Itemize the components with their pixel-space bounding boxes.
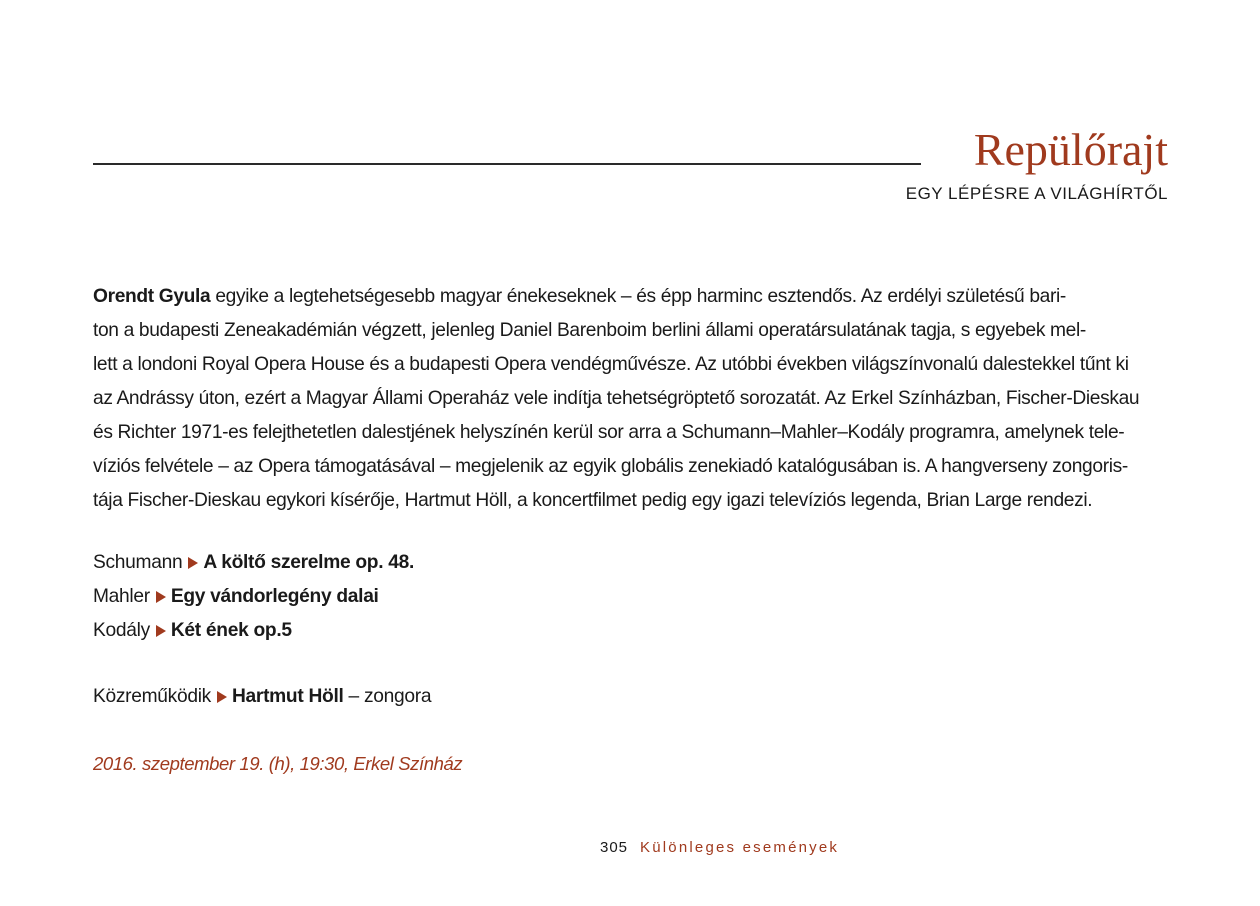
arrow-right-icon	[156, 625, 166, 637]
header-rule	[93, 163, 921, 165]
program-composer: Mahler	[93, 586, 150, 607]
article-lead-name: Orendt Gyula	[93, 286, 211, 307]
page-title: Repülőrajt	[973, 124, 1168, 175]
event-date: 2016. szeptember 19. (h), 19:30, Erkel Színház	[93, 753, 463, 774]
article-line: lett a londoni Royal Opera House és a budapesti Opera vendégművésze. Az utóbbi években világszínvonalú dalestekkel tűnt ki	[93, 354, 1129, 375]
performer-line	[93, 680, 431, 714]
program-list	[93, 546, 414, 648]
arrow-right-icon	[188, 557, 198, 569]
program-item	[93, 614, 414, 648]
program-work: Egy vándorlegény dalai	[170, 586, 379, 607]
footer-section-name: Különleges események	[640, 839, 840, 856]
program-work: Két ének op.5	[170, 620, 292, 641]
program-item	[93, 580, 414, 614]
program-work: A költő szerelme op. 48.	[203, 552, 415, 573]
article-line: víziós felvétele – az Opera támogatásával – megjelenik az egyik globális zenekiadó katalógusában is. A hangverseny zongoris-	[93, 456, 1128, 477]
article-body	[93, 280, 1173, 518]
article-line: az Andrássy úton, ezért a Magyar Állami Operaház vele indítja tehetségröptető sorozatát. Az Erkel Színházban, Fischer-Dieskau	[93, 388, 1140, 409]
performer-name: Hartmut Höll	[231, 686, 344, 707]
page-number: 305	[600, 839, 629, 856]
performer-role: – zongora	[343, 686, 432, 707]
article-line: és Richter 1971-es felejthetetlen dalestjének helyszínén kerül sor arra a Schumann–Mahler–Kodály programra, amelynek tele-	[93, 422, 1125, 443]
arrow-right-icon	[217, 691, 227, 703]
performer-label: Közreműködik	[93, 686, 211, 707]
article-line-text: egyike a legtehetségesebb magyar énekeseknek – és épp harminc esztendős. Az erdélyi születésű bari-	[210, 286, 1066, 307]
page-subtitle: EGY LÉPÉSRE A VILÁGHÍRTŐL	[905, 184, 1168, 203]
article-line	[93, 280, 1173, 314]
page-footer	[600, 836, 839, 860]
program-item	[93, 546, 414, 580]
article-line: tája Fischer-Dieskau egykori kísérője, Hartmut Höll, a koncertfilmet pedig egy igazi televíziós legenda, Brian Large rendezi.	[93, 490, 1093, 511]
article-line: ton a budapesti Zeneakadémián végzett, jelenleg Daniel Barenboim berlini állami operatársulatának tagja, s egyebek mel-	[93, 320, 1086, 341]
program-composer: Kodály	[93, 620, 150, 641]
program-composer: Schumann	[93, 552, 183, 573]
arrow-right-icon	[156, 591, 166, 603]
